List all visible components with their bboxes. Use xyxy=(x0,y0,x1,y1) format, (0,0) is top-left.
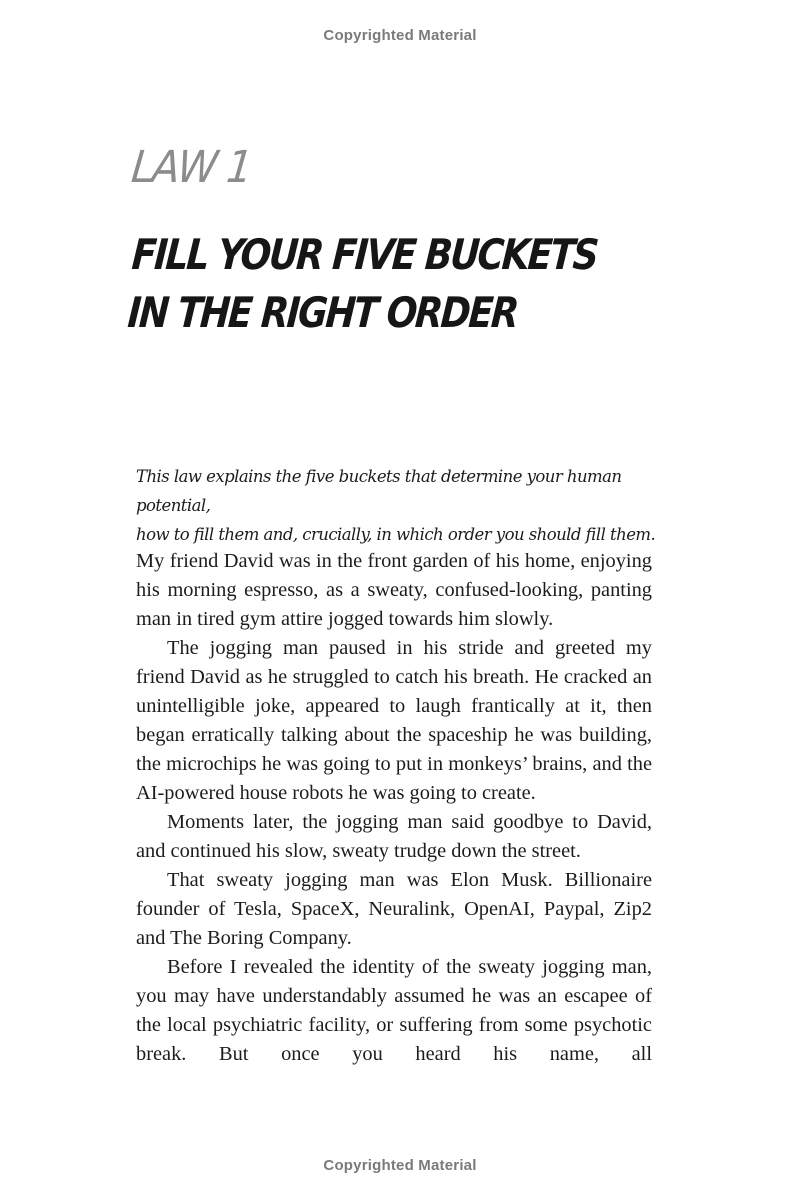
paragraph: My friend David was in the front garden of his home, enjoying his morning espresso, as a sweaty, confused-looking, panting man in tired gym attire jogged towards him slowly. xyxy=(136,550,652,630)
chapter-label: LAW 1 xyxy=(129,142,254,193)
chapter-title-line: FILL YOUR FIVE BUCKETS xyxy=(130,230,599,279)
epigraph-line: how to fill them and, crucially, in which order you should fill them. xyxy=(136,525,656,544)
paragraph: That sweaty jogging man was Elon Musk. Billionaire founder of Tesla, SpaceX, Neuralink, OpenAI, Paypal, Zip2 and The Boring Company. xyxy=(136,869,652,949)
copyright-watermark-top: Copyrighted Material xyxy=(323,27,477,44)
paragraph: Moments later, the jogging man said goodbye to David, and continued his slow, sweaty trudge down the street. xyxy=(136,811,652,862)
chapter-title-line: IN THE RIGHT ORDER xyxy=(126,288,519,337)
copyright-watermark-bottom: Copyrighted Material xyxy=(323,1157,477,1174)
paragraph: The jogging man paused in his stride and greeted my friend David as he struggled to catch his breath. He cracked an unintelligible joke, appeared to laugh frantically at it, then began erratically talking about the spaceship he was building, the microchips he was going to put in monkeys’ brains, and the AI-powered house robots he was going to create. xyxy=(136,637,652,804)
epigraph-line: This law explains the five buckets that determine your human potential, xyxy=(136,467,622,515)
paragraph: Before I revealed the identity of the sweaty jogging man, you may have understandably assumed he was an escapee of the local psychiatric facility, or suffering from some psychotic break. But once you heard his name, all xyxy=(136,956,652,1065)
chapter-title xyxy=(126,226,616,342)
epigraph xyxy=(136,462,656,549)
body-text xyxy=(136,547,652,1069)
